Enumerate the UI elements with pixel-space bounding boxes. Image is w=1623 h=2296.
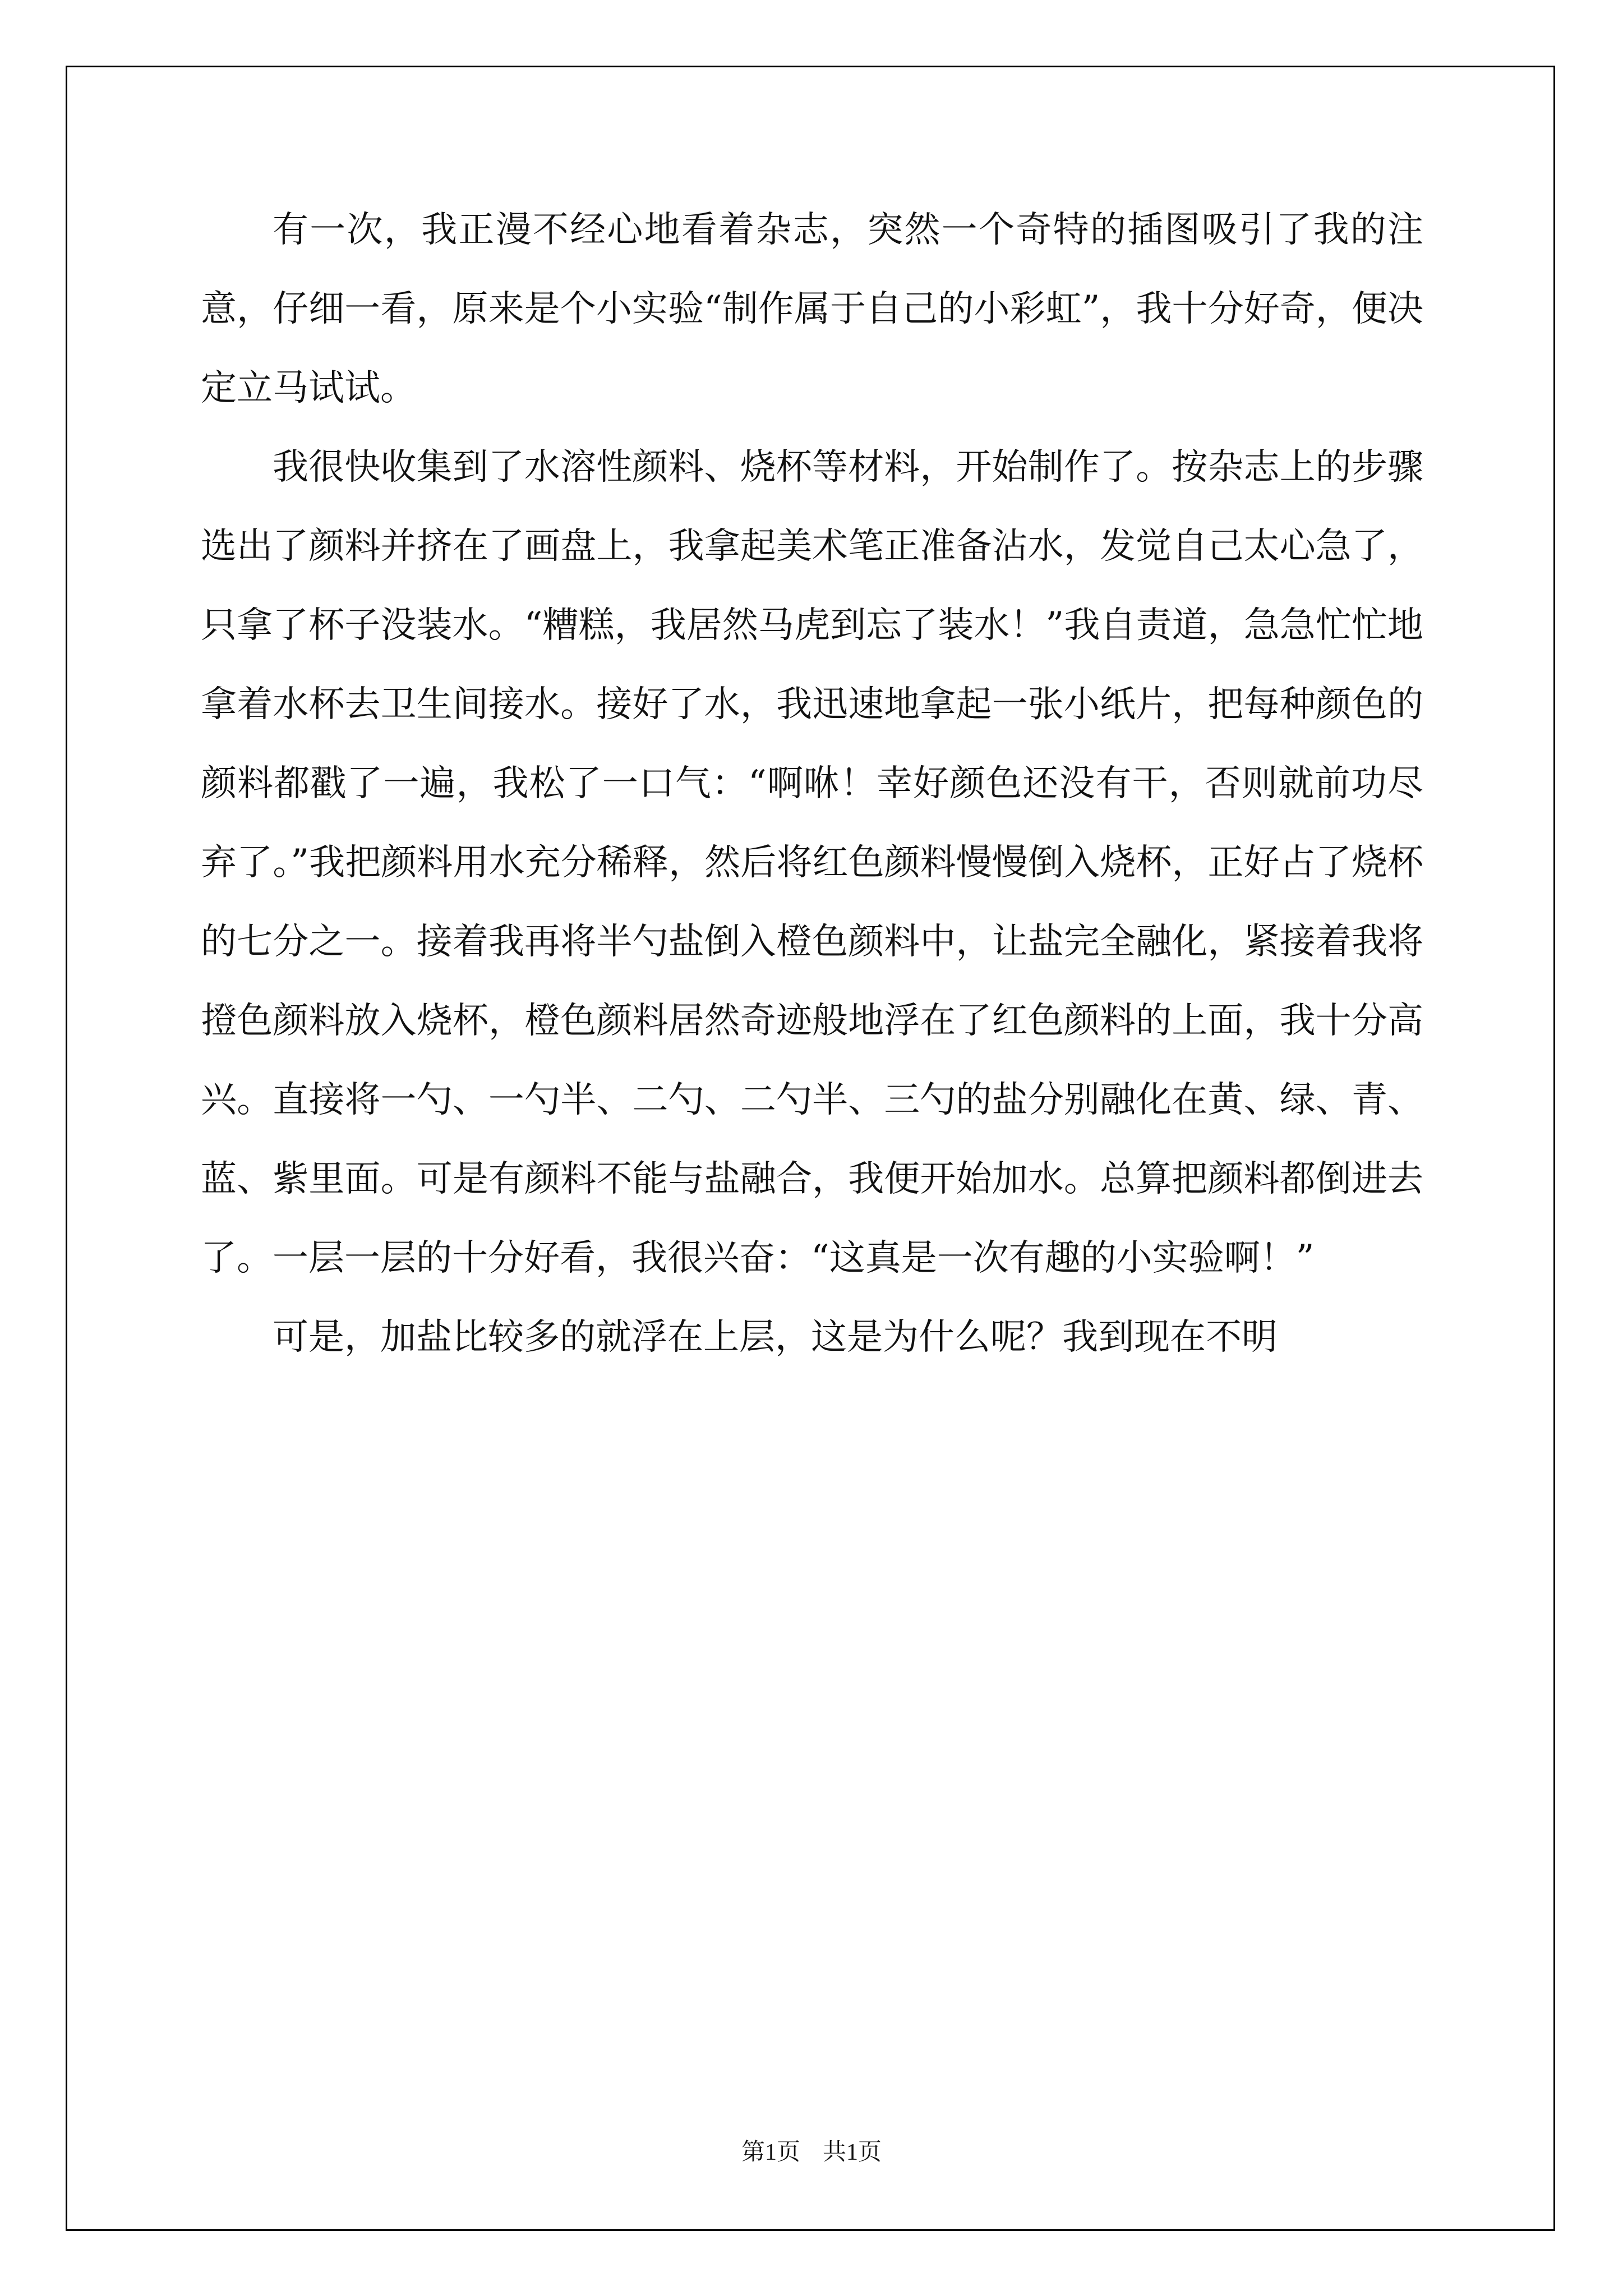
page-footer <box>0 2138 1623 2166</box>
document-body <box>201 191 1423 1377</box>
page-total: 共1页 <box>823 2139 882 2165</box>
paragraph: 有一次，我正漫不经心地看着杂志，突然一个奇特的插图吸引了我的注意，仔细一看，原来是个小实验“制作属于自己的小彩虹”，我十分好奇，便决定立马试试。 <box>201 209 1423 409</box>
paragraph: 我很快收集到了水溶性颜料、烧杯等材料，开始制作了。按杂志上的步骤选出了颜料并挤在了画盘上，我拿起美术笔正准备沾水，发觉自己太心急了，只拿了杯子没装水。“糟糕，我居然马虎到忘了装水！”我自责道，急急忙忙地拿着水杯去卫生间接水。接好了水，我迅速地拿起一张小纸片，把每种颜色的颜料都戳了一遍，我松了一口气：“啊咻！幸好颜色还没有干，否则就前功尽弃了。”我把颜料用水充分稀释，然后将红色颜料慢慢倒入烧杯，正好占了烧杯的七分之一。接着我再将半勺盐倒入橙色颜料中，让盐完全融化，紧接着我将撜色颜料放入烧杯，橙色颜料居然奇迹般地浮在了红色颜料的上面，我十分高兴。直接将一勺、一勺半、二勺、二勺半、三勺的盐分别融化在黄、绿、青、蓝、紫里面。可是有颜料不能与盐融合，我便开始加水。总算把颜料都倒进去了。一层一层的十分好看，我很兴奋：“这真是一次有趣的小实验啊！” <box>201 447 1423 1279</box>
paragraph: 可是，加盐比较多的就浮在上层，这是为什么呢？我到现在不明 <box>273 1317 1278 1358</box>
page-number: 第1页 <box>741 2139 800 2165</box>
